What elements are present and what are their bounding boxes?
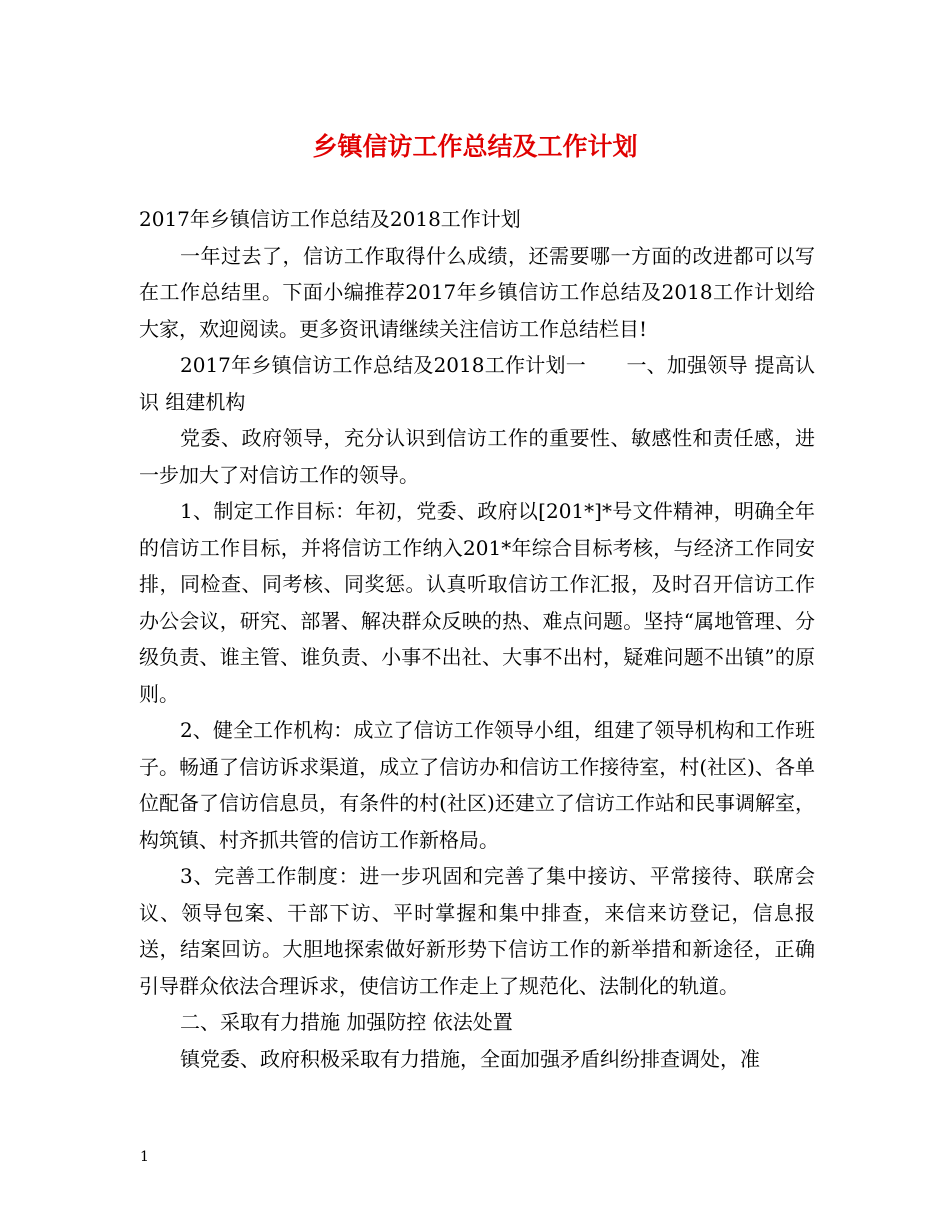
subtitle-paragraph: 2017年乡镇信访工作总结及2018工作计划: [139, 207, 521, 231]
intro-paragraph: 一年过去了，信访工作取得什么成绩，还需要哪一方面的改进都可以写在工作总结里。下面小编推荐2017年乡镇信访工作总结及2018工作计划给大家，欢迎阅读。更多资讯请继续关注信访工作总结栏目!: [139, 243, 815, 341]
body-paragraph: 3、完善工作制度：进一步巩固和完善了集中接访、平常接待、联席会议、领导包案、干部下访、平时掌握和集中排查，来信来访登记，信息报送，结案回访。大胆地探索做好新形势下信访工作的新举措和新途径，正确引导群众依法合理诉求，使信访工作走上了规范化、法制化的轨道。: [139, 864, 815, 998]
body-paragraph: 镇党委、政府积极采取有力措施，全面加强矛盾纠纷排查调处，准: [180, 1046, 760, 1071]
body-paragraph: 1、制定工作目标：年初，党委、政府以[201*]*号文件精神，明确全年的信访工作目标，并将信访工作纳入201*年综合目标考核，与经济工作同安排，同检查、同考核、同奖惩。认真听取信访工作汇报，及时召开信访工作办公会议，研究、部署、解决群众反映的热、难点问题。坚持“属地管理、分级负责、谁主管、谁负责、小事不出社、大事不出村，疑难问题不出镇”的原则。: [139, 499, 815, 706]
section-heading-paragraph: 二、采取有力措施 加强防控 依法处置: [180, 1010, 513, 1034]
document-body: [139, 201, 815, 1077]
section-heading-paragraph: 2017年乡镇信访工作总结及2018工作计划一 一、加强领导 提高认识 组建机构: [139, 353, 815, 414]
body-paragraph: 2、健全工作机构：成立了信访工作领导小组，组建了领导机构和工作班子。畅通了信访诉求渠道，成立了信访办和信访工作接待室，村(社区)、各单位配备了信访信息员，有条件的村(社区)还建立了信访工作站和民事调解室，构筑镇、村齐抓共管的信访工作新格局。: [139, 718, 815, 852]
document-title: 乡镇信访工作总结及工作计划: [312, 132, 638, 161]
page-number: 1: [140, 1149, 149, 1165]
body-paragraph: 党委、政府领导，充分认识到信访工作的重要性、敏感性和责任感，进一步加大了对信访工作的领导。: [139, 426, 815, 487]
